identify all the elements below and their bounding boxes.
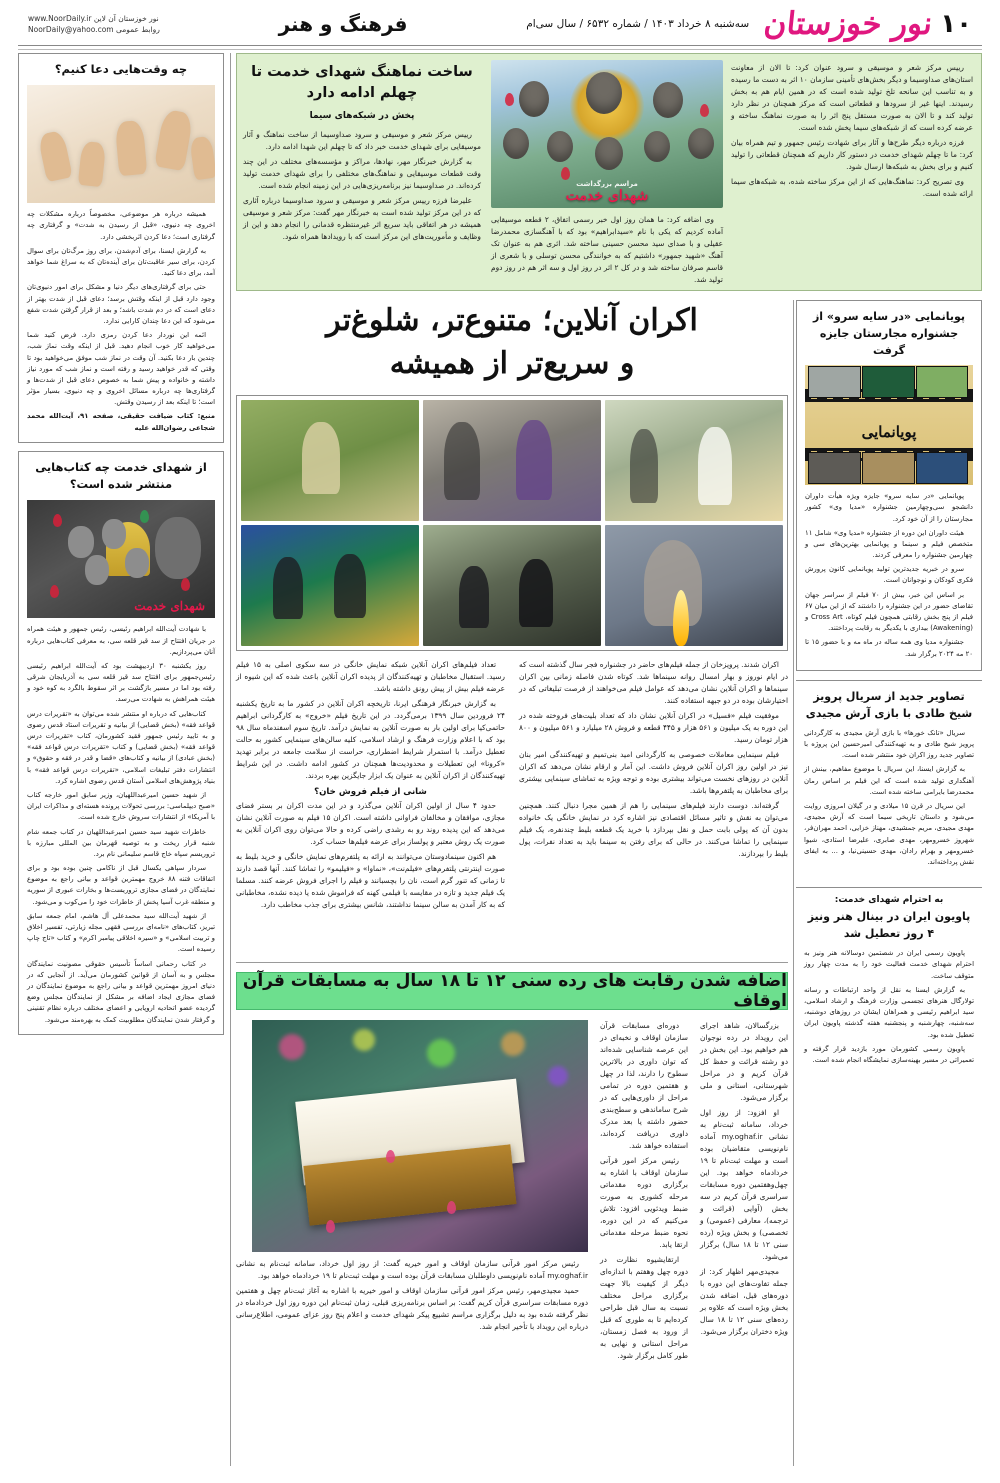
section-header xyxy=(160,12,526,36)
contact-label-1: نور خوزستان آن لاین xyxy=(93,13,159,23)
left-para: این سریال در قرن ۱۵ میلادی و در گیلان امروزی روایت می‌شود و داستان تاریخی سیما است که آرش مجیدی، مهدی مجیدی، مریم جمشیدی، مهناز خزایی، احمد مهران‌فر، شهروز خسرومهر، مهدی صابری، علیرضا استادی، شیوا خسرومهر و بهرام رادان، مهدی حسینی‌نیا، و ... به ایفای نقش پرداخته‌اند. xyxy=(804,801,974,866)
sidebar-heading-books: از شهدای خدمت چه کتاب‌هایی منتشر شده است؟ xyxy=(35,459,207,492)
sidebar-para: خاطرات شهید سید حسین امیرعبداللهیان در کتاب جمعه شام شنبه قرار ریخت و به توصیه قهرمان بین المللی مبارزه با تروریسم سپاه خاج قاسم سلیمانی نام برد. xyxy=(27,827,215,858)
shohadaye-khedmat-poster-image xyxy=(491,60,723,208)
website-url[interactable]: www.NoorDaily.ir xyxy=(28,13,92,23)
section-divider xyxy=(236,962,788,963)
quran-story-banner xyxy=(236,972,788,1010)
feature-article xyxy=(236,300,788,914)
masthead xyxy=(0,0,1000,48)
sidebar-para: از شهید آیت‌الله سید محمدعلی آل هاشم، امام جمعه سابق تبریز، کتاب‌های «نامه‌ای بررسی فقهی مجله زیارتی، تفسیر اخلاق و تربیت اسلامی» و «سیره اخلاقی پیامبر اکرم» و کتاب «تاج چاپ رسیده است. xyxy=(27,911,215,954)
feature-para: گرفته‌اند. دوست دارند فیلم‌های سینمایی را هم از همین مجرا دنبال کنند. همچنین می‌توان به نقش و تاثیر مسائل اقتصادی نیز اشاره کرد در نمایش خانگی یک خانواده بدون آن که پولی بابت حمل و نقل بپردازد با خرید یک قطعه بلیط چندنفره، یک فیلم سینمایی را تماشا می‌کنند. در حالی که برای رفتن به سینما باید به تعداد نفرات، پول بلیط را بپردازند. xyxy=(519,801,788,858)
top-story-para: فرزه درباره دیگر طرح‌ها و آثار برای شهادت رئیس جمهور و تیم همراه بیان کرد: ما تا چهلم شهدای خدمت در دستور کار داریم که همچنان قطعاتی را تولید کنیم و برای بخش به شبکه‌ها ارسال شود. xyxy=(731,137,973,171)
sidebar-para: در کتاب رحمانی اساساً تأسیس حقوقی مصونیت نمایندگان مجلس و به آسان از قوانین کشورمان می‌آید. از آنجایی که در دنیای امروز مهمترین قواعد و بیانی راجع به موضوع نمایندگان در فضای مجازی ایجاد اضافه بر مشکل از نمایندگان مجلس وضع گردیده عضو اتحادیه اروپایی و اعضای مختلف درباره نظام تقنینی و گرفتار شدن نمایندگان مطلوبیت کمک به بهره‌مند می‌شود. xyxy=(27,959,215,1024)
quran-para: مجیدی‌مهر اظهار کرد: از جمله تفاوت‌های این دوره با دوره‌های قبل، اضافه شدن بخش ویژه است که علاوه بر رده‌های سنی ۱۲ تا ۱۸ سال ویژه دختران برگزار می‌شود. xyxy=(700,1266,788,1336)
column-divider-1 xyxy=(793,300,794,1466)
quran-para: دوره‌ای مسابقات قرآن سازمان اوقاف و نخبه‌ای در این عرصه شناسایی شده‌اند که توان داوری در بالاترین سطوح را دارند، لذا در چهل و هفتمین دوره در تمامی مراحل از داوری‌هایی که در شرح ساماندهی و سطح‌بندی حضور داشته یا بعد مدرک داوری دریافت کرده‌اند، استفاده خواهد شد. xyxy=(600,1021,688,1150)
quran-para: ارتقایشیوه نظارت در دوره چهل وهفتم با اندازه‌ای دیگر از کیفیت بالا جهت برگزاری مراحل مختلف نسبت به سال قبل طراحی کرده‌ایم تا به طوری که قبل از ورود به فصل زمستان، مراحل استانی و نهایی به طور کامل برگزار شود. xyxy=(600,1254,688,1360)
left-para: پاویون رسمی کشورمان مورد بازدید قرار گرفته و تعمیراتی در مسیر بهینه‌سازی نمایشگاه انجام شده است. xyxy=(804,1044,974,1064)
top-story-para: رییس مرکز شعر و موسیقی و سرود عنوان کرد: تا الان از معاونت استان‌های صداوسیما و دیگر بخش‌های تأمینی سازمان ۱۰ اثر به دست ما رسیده و به تناسب این سانحه تلخ تولید شده است که در همین ایام هم به بخش رسیدند. اینها غیر از سرودها و قطعاتی است که مرکز همچنان در نظر دارد تولید کند و تا الان به صورت مستقل پنج اثر را به صورت نماهنگ ساخته و عرضه کرده است که از شبکه‌های سیما پخش شده است. xyxy=(731,63,974,132)
feature-para: حدود ۴ سال از اولین اکران آنلاین می‌گذرد و در این مدت اکران بر بستر فضای مجازی، موافقان و مخالفان فراوانی داشته است. اکران ۱۵ فیلم به صورت آنلاین نشان می‌دهد که این پدیده روند رو به رشدی راضی کرده و حالا می‌توان روی اکران آنلاین به صورت یک روش معتبر و پولساز برای عرضه فیلم‌ها حساب کرد. xyxy=(236,801,506,846)
left-heading-animation: پویانمایی «در سایه سرو» از جشنواره مجارستان جایزه گرفت xyxy=(812,310,966,358)
left-section-animation xyxy=(796,300,982,671)
film-still-3 xyxy=(241,400,419,521)
feature-para: موفقیت فیلم «فسیل» در اکران آنلاین نشان داد که تعداد بلیت‌های فروخته شده در این دوره به یک میلیون و ۵۶۱ هزار و ۴۴۵ قطعه و فروش ۲۸ میلیارد و ۵۶۱ میلیون و ۸۰۰ هزار تومان رسید. xyxy=(519,711,788,745)
quran-para: رئیس مرکز امور قرآنی سازمان اوقاف و امور خیریه گفت: از روز اول خرداد، سامانه ثبت‌نام به نشانی my.oghaf.ir آماده نام‌نویسی داوطلبان مسابقات قرآن بوده است و مهلت ثبت‌نام تا ۱۹ خردادماه خواهد بود. xyxy=(236,1259,588,1280)
top-story-para: به گزارش خبرنگار مهر، نهادها، مراکز و مؤسسه‌های مختلف در این چند وقت قطعات موسیقایی و نماهنگ‌های مختلفی را برای شهدای خدمت تولید کرده‌اند. در صداوسیما نیز برنامه‌ریزی‌هایی در این زمینه انجام شده است. xyxy=(243,157,481,190)
sidebar-left xyxy=(796,300,982,1076)
page-number: ۱۰ xyxy=(940,9,972,39)
sidebar-para: روز یکشنبه ۳۰ اردیبهشت بود که آیت‌الله ابراهیم رئیسی رئیس‌جمهور برای افتتاح سد قیز قلعه سی به آذربایجان شرقی رفته بود اما در مسیر بازگشت بر اثر سقوط بالگرد به کوه خود و هیئت همراهش به شهادت می‌رسد. xyxy=(27,661,215,704)
left-section-venice xyxy=(796,887,982,1076)
sidebar-para: حتی برای گرفتاری‌های دیگر دنیا و مشکل برای امور دنیوی‌تان وجود دارد قبل از اینکه وقتش برسد؛ دعای قبل از شدت بهتر از دعای است که در دم شدت باشد؛ و بعد از قرار گرفتن شدت شفع می‌شود که این دعا چندان کارایی ندارد. xyxy=(27,283,215,325)
sidebar-box-dua xyxy=(18,53,224,443)
left-para: سرو در خبریه جدیدترین تولید پویانمایی کانون پرورش فکری کودکان و نوجوانان است. xyxy=(805,565,973,585)
left-para: پویانمایی «در سایه سرو» جایزه ویژه هیأت داوران دانشجو سی‌وچهارمین جشنواره «مدیا وی» کشور مجارستان را از آن خود کرد. xyxy=(805,492,973,523)
sidebar-para: از شهید حسین امیرعبداللهیان، وزیر سابق امور خارجه کتاب «صبح دیپلماسی: بررسی تحولات پرونده هسته‌ای و مذاکرات ایران با آمریکا» از انتشارات سروش خارج شده است. xyxy=(27,790,215,822)
quran-column-c xyxy=(700,1020,788,1365)
top-story-para: وی تصریح کرد: نماهنگ‌هایی که از این مرکز ساخته شده، به شبکه‌های سیما ارائه شده است. xyxy=(731,176,973,198)
quran-banner-text: اضافه شدن رقابت های رده سنی ۱۲ تا ۱۸ سال به مسابقات قرآن اوقاف xyxy=(242,971,787,1011)
sidebar-right xyxy=(18,53,224,1035)
left-heading-venice: پاویون ایران در بینال هنر ونیز ۴ روز تعطیل شد xyxy=(807,910,971,941)
left-kicker-venice: به احترام شهدای خدمت: xyxy=(834,895,944,906)
top-story-para: علیرضا فرزه رییس مرکز شعر و موسیقی و سرود صداوسیما درباره آثاری که در این مرکز تولید شده است به خبرنگار مهر گفت: مرکز شعر و موسیقی همیشه در هر اتفاقی باید سریع اثر غیرمنتظره قدمانی را انجام دهد و این از وظایف و مأموریت‌های این مرکز است که با رویدادها همراه شود. xyxy=(243,195,481,241)
praying-hands-photo xyxy=(27,85,215,203)
masthead-brand-block xyxy=(526,5,972,42)
feature-column-left xyxy=(519,659,788,914)
quran-column-a xyxy=(236,1020,588,1365)
sidebar-para: به گزارش ایسنا، برای آدم‌شدن، برای روز مرگ‌تان برای سوال کردن، برای سیر عاقبت‌تان برای آینده‌تان که به سراغ شما خواهد آمد، برای دعا کنید. xyxy=(27,246,215,278)
top-story-band xyxy=(236,53,982,291)
feature-para: به گزارش خبرنگار فرهنگی ایرنا، تاریخچه اکران آنلاین در کشور ما به تاریخ یکشنبه ۲۴ فروردین سال ۱۳۹۹ برمی‌گردد. در این تاریخ فیلم «خروج» به کارگردانی ابراهیم حاتمی‌کیا برای اولین بار به صورت آنلاین به نمایش درآمد. تاریخ سوم اسفندماه سال ۹۸ بود که با اعلام وزارت فرهنگ و ارشاد اسلامی، کلیه سالن‌های سینمایی کشور به حالت تعطیل درآمد. با استمرار شرایط اضطراری، حراست از سلامت جامعه در برابر تهدید «کرونا» این تعطیلات و محدودیت‌ها همچنان در کشور ادامه داشت. در این شرایط تهیه‌کنندگان از اکران آنلاین به عنوان یک ابزار جایگزین بهره بردند. xyxy=(236,699,505,781)
film-stills-collage xyxy=(236,395,788,651)
feature-subhead-1: شانی از فیلم فروش خان؟ xyxy=(314,787,427,798)
film-still-1 xyxy=(605,400,783,521)
quran-para: بزرگسالان، شاهد اجرای این رویداد در رده نوجوان هم خواهیم بود. این بخش در دو رشته قرائت و حفظ کل قرآن کریم و در مراحل شهرستانی، استانی و ملی برگزار می‌شود. xyxy=(700,1021,788,1102)
quran-story xyxy=(236,1016,788,1466)
sidebar-para: سردار سپاهی یکسال قبل از ناکامی چنین بوده بود و برای اتفاقات فتنه ۸۸ خروج مهمترین قواعد و بیانی راجع به موضوع نمایندگان در فضای مجازی تروریست‌ها و بخارات عبوری از سوریه و منطقه غرب آسیا پخش از خاطرات خود را می‌کوب و می‌شود. xyxy=(27,864,216,906)
column-divider-2 xyxy=(230,53,231,1466)
quran-photo-wrap xyxy=(252,1020,588,1252)
film-still-6 xyxy=(241,525,419,646)
quran-on-rehl-photo xyxy=(252,1020,588,1252)
issue-date-line: سه‌شنبه ۸ خرداد ۱۴۰۳ / شماره ۶۵۳۲ / سال سی‌ام xyxy=(526,18,750,30)
email-address[interactable]: NoorDaily@yahoo.com xyxy=(28,25,114,34)
top-story-text-column xyxy=(731,62,973,282)
left-para: سریال «تانک خورها» با بازی آرش مجیدی به کارگردانی پرویز شیخ طادی و به تهیه‌کنندگی امیرحسین این پروژه با تصاویر جدید روز اکران خود منتشر شده است. xyxy=(804,728,974,760)
quran-para: حمید مجیدی‌مهر، رئیس مرکز امور قرآنی سازمان اوقاف و امور خیریه با اشاره به آغاز ثبت‌نام چهل و هفتمین دوره مسابقات سراسری قرآن کریم گفت: بر اساس برنامه‌ریزی قبلی، زمان ثبت‌نام این دوره روز اول خردادماه در نظر گرفته شده بود به دلیل برگزاری مراسم تشییع پیکر شهدای خدمت و اعلام پنج روز عزای عمومی، اطلاع‌رسانی درباره این رویداد با تأخیر انجام شد. xyxy=(236,1285,588,1331)
film-still-4 xyxy=(605,525,783,646)
sidebar-para: کتاب‌هایی که درباره او منتشر شده می‌توان به «تقریرات درس قواعد فقه» (بخش قضایی) از بیانیه و تقریرات استاد قدس رضوی و به تایید رئیس جمهور فقید کشورمان، کتاب «تقریرات درس قواعد فقه» (بخش قضایی) و کتاب «تقریرات درس قواعد فقه» (بخش عبادی) از بیانیه و کتاب‌های «قضا و قدر در فقه و حقوق» و انتشارات دفتر تبلیغات اسلامی، «تقریرات درس قواعد فقه» با بنیاد پژوهش‌های اسلامی آستان قدس رضوی اشاره کرد. xyxy=(27,709,215,785)
masthead-contact xyxy=(28,13,160,36)
left-para: بر اساس این خبر، بیش از ۷۰ فیلم از سراسر جهان تقاضای حضور در این جشنواره را داشتند که از این میان ۶۷ فیلم از پنج بخش رقابتی همچون فیلم کوتاه، Cross Art و (Awakening) بیداری با یکدیگر به رقابت پرداختند. xyxy=(805,590,973,633)
feature-headline-line2: و سریع‌تر از همیشه xyxy=(389,345,635,381)
feature-para: تعداد فیلم‌های اکران آنلاین شبکه نمایش خانگی در سه سکوی اصلی به ۱۵ فیلم رسید. استقبال مخاطبان و تهیه‌کنندگان از پدیده اکران آنلاین باعث شده که این شیوه از عرضه فیلم بیش از پیش رونق داشته باشد. xyxy=(236,660,505,694)
contact-label-2: روابط عمومی xyxy=(115,25,160,34)
masthead-rule-top xyxy=(18,45,982,46)
poster-caption-small: مراسم بزرگداشت xyxy=(576,180,638,188)
left-para: پاویون رسمی ایران در شصتمین دوسالانه هنر ونیز به احترام شهدای خدمت فعالیت خود را به مدت چهار روز متوقف ساخت. xyxy=(804,949,974,980)
sidebar-para: همیشه درباره هر موضوعی، مخصوصاً درباره مشکلات چه اخروی چه دنیوی، «قبل از رسیدن به شدت» و گرفتاری چه گرفتاری است؛ دعا کردن اثربخشی دارد. xyxy=(27,210,215,241)
feature-body-columns xyxy=(236,659,788,914)
quran-para: رئیس مرکز امور قرآنی سازمان اوقاف با اشاره به برگزاری دوره مقدماتی مرحله کشوری به صورت ضبط ویدئویی افزود: تلاش می‌کنیم که در این دوره، نحوه ضبط مرحله مقدماتی ارتقا یابد. xyxy=(600,1155,688,1249)
sidebar-heading-dua: چه وقت‌هایی دعا کنیم؟ xyxy=(54,62,188,76)
left-para: هیئت داوران این دوره از جشنواره «مدیا وی» شامل ۱۱ متخصص فیلم و سینما و پویانمایی بهترین‌های سی و چهارمین جشنواره را معرفی کردند. xyxy=(805,528,973,560)
sidebar-para: با شهادت آیت‌الله ابراهیم رئیسی، رئیس جمهور و هیئت همراه در جریان افتتاح از سد قیز قلعه سی، به معرفی کتاب‌هایی درباره آنان می‌پردازیم. xyxy=(27,625,215,656)
paper-logo: نور خوزستان xyxy=(762,5,935,42)
feature-headline-line1: اکران آنلاین؛ متنوع‌تر، شلوغ‌تر xyxy=(326,303,698,338)
top-story-poster-column xyxy=(491,60,723,284)
top-story-para: رییس مرکز شعر و موسیقی و سرود صداوسیما از ساخت نماهنگ و آثار موسیقایی برای شهدای خدمت خبر داد که تا چهلم این شهدا ادامه دارد. xyxy=(243,130,481,152)
top-story-para: وی اضافه کرد: ما همان روز اول خبر رسمی اتفاق، ۲ قطعه موسیقایی آماده کردیم که یکی با نام «سیدابراهیم» بود که با آهنگسازی محمدرضا عقیلی و با صدای سید محسن حسینی ساخته شد. اثری هم به عنوان تک آهنگ «شهید جمهور» داشتیم که به خوانندگی محسن توسلی و با شعری از قاسم صرفان ساخته شد و در کل ۲ اثر در روز اول و سه اثر هم در روز دوم تولید شد. xyxy=(491,215,723,284)
left-heading-series: تصاویر جدید از سریال پرویز شیخ طادی با بازی آرش مجیدی xyxy=(805,689,973,720)
left-para: به گزارش ایسنا به نقل از واحد ارتباطات و رسانه تولارگال هنرهای تجسمی وزارت فرهنگ و ارشاد اسلامی، سید ابراهیم رئیسی و همراهان ایشان در روزهای دوشنبه، سه‌شنبه، چهارشنبه و پنجشنبه هفته گذشته پاویون ایران تعطیل شده بود. xyxy=(804,985,974,1039)
quran-para: او افزود: از روز اول خرداد، سامانه ثبت‌نام به نشانی my.oghaf.ir آماده نام‌نویسی متقاضیان بوده است و مهلت ثبت‌نام تا ۱۹ خردادماه خواهد بود. این چهل‌وهفتمین دوره مسابقات سراسری قرآن کریم در سه بخش (آوایی (قرائت و ترجمه)، معارفی (عمومی) و تخصصی) و بخش ویژه (رده سنی ۱۲ تا ۱۸ سال) برگزار می‌شود. xyxy=(700,1107,788,1261)
feature-para: اکران شدند. پرویزخان از جمله فیلم‌های حاضر در جشنواره فجر سال گذشته است که در ایام نوروز و بهار امسال روانه سینماها شد. کوتاه شدن فاصله زمانی بین اکران سینماها و اکران آنلاین نشان می‌دهد که عوامل فیلم می‌خواهند از فرصت تبلیغاتی که در اختیارشان بوده در دو جبهه استفاده کنند. xyxy=(519,660,788,706)
filmstrip-label: پویانمایی xyxy=(861,422,917,441)
top-story-headline: ساخت نماهنگ شهدای خدمت تا چهلم ادامه دارد xyxy=(251,64,473,102)
feature-column-right xyxy=(236,659,505,914)
sidebar-box-books xyxy=(18,451,224,1035)
left-section-series xyxy=(796,680,982,878)
section-title: فرهنگ و هنر xyxy=(278,12,408,36)
film-still-2 xyxy=(423,400,601,521)
poster-caption-large: شهدای خدمت xyxy=(565,188,649,204)
feature-para: فیلم سینمایی معاملات خصوصی به کارگردانی امید بنی‌تمیم و تهیه‌کنندگی امیر بنان نیز در اولین روز اکران آنلاین فروش داشت. این آمار و ارقام نشان می‌دهد که اکران آنلاین در روزهای نخست می‌تواند بیشتری بوده و توجه ویژه به تماشای سینمایی بیشتری برای مخاطبان به پلتفرم‌ها باشد. xyxy=(519,750,788,796)
film-still-5 xyxy=(423,525,601,646)
quran-column-b xyxy=(600,1020,688,1365)
left-para: به گزارش ایسنا، این سریال با موضوع مفاهیم، بینش از آهنگداری تولید شده است که این فیلم بر اساس رمان محمدرضا بایرامی ساخته شده است. xyxy=(804,765,974,796)
sidebar-source-note: منبع: کتاب ضیافت حقیقی، صفحه ۹۱، آیت‌الله محمد شجاعی رضوان‌الله علیه xyxy=(27,412,215,432)
left-para: جشنواره مدیا وی همه ساله در ماه مه و با حضور ۱۵ تا ۲۰ مه ۲۰۲۴ برگزار شد. xyxy=(805,638,973,658)
feature-para: هم اکنون سینمادوستان می‌توانند به ارائه به پلتفرم‌های نمایش خانگی و خرید بلیط به صورت اینترنتی پلتفرم‌های «فیلم‌نت»، «نماوا» و «فیلیمو» را تماشا کنند. آنها قصد دارند تا زمانی که تنور گرم است، نان را بچسبانند و فیلم را اجرای فروش عرضه کنند. مسلما یک فیلم جدید و تازه در مقایسه با فیلمی کهنه که فراموش شده یا دیده نشده، مخاطبانی که به کار آمدن به سالن سینما نداشتند، شانس بیشتری برای جذب مخاطب دارد. xyxy=(236,851,505,909)
memorial-graphic-label: شهدای خدمت xyxy=(134,599,205,614)
top-story-subhead: پخش در شبکه‌های سیما xyxy=(309,111,415,122)
shohadaye-khedmat-memorial-graphic xyxy=(27,500,215,618)
masthead-rule-bottom xyxy=(18,49,982,50)
animation-filmstrip-graphic xyxy=(805,365,973,485)
top-story-headline-column xyxy=(243,62,481,284)
sidebar-para: ائمه این نوردار دعا کردن رمزی دارد. فرض کنید شما می‌خواهید کار خوب انجام دهید. قبل از اینکه وقت نماز شب، چندین بار دعا بکنید. آن وقت در نماز شب موفق می‌خواهید بود تا وقتی که قدر خواهید رسید و رفته است و نماز شب که مورد نیاز داشته و خانواده و پیش‌ شما به خصوص دعای قبل از شدت‌ها و گرفتاری‌ها چه درباره مسائل اخروی و چه دنیوی، بسیار مؤثر است؛ تا اینکه بعد از رسیدن وقتش. xyxy=(27,331,215,407)
